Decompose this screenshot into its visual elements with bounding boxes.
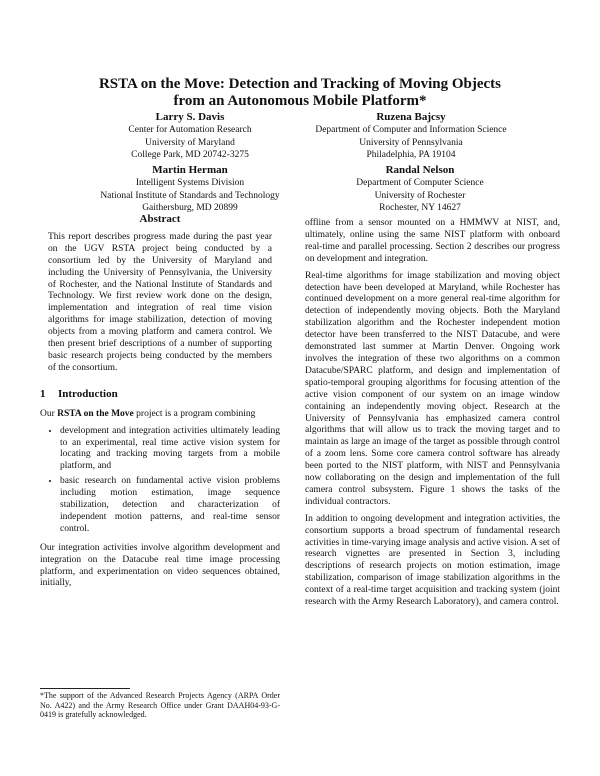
author-affiliation: University of Maryland xyxy=(145,137,235,148)
author-address: Philadelphia, PA 19104 xyxy=(366,150,456,160)
body-paragraph: offline from a sensor mounted on a HMMWV at NIST, and, ultimately, online using the same NIST platform with onboard real-time and parallel processing. Section 2 describes our progress on development and integration. xyxy=(305,218,560,264)
paper-title xyxy=(0,76,600,110)
author-address: Gaithersburg, MD 20899 xyxy=(142,203,238,213)
author-name: Randal Nelson xyxy=(385,164,455,176)
intro-text: Our xyxy=(40,408,58,419)
footnote: *The support of the Advanced Research Projects Agency (ARPA Order No. A422) and the Army Research Office under Grant DAAH04-93-G-0419 is gratefully acknowledged. xyxy=(40,691,280,720)
section-heading-introduction xyxy=(40,389,280,401)
author-name: Ruzena Bajcsy xyxy=(376,111,446,123)
author-affiliation: National Institute of Standards and Technology xyxy=(100,190,280,201)
section-number: 1 xyxy=(40,387,46,400)
title-line-2: from an Autonomous Mobile Platform* xyxy=(173,93,427,109)
body-paragraph: Real-time algorithms for image stabilization and moving object detection have been developed at Maryland, while Rochester has continued development on a more general real-time algorithm for detection of independently moving objects. Both the Maryland stabilization algorithm and the Rochester independent motion detector have been transferred to the NIST Datacube, and were demonstrated last summer at Martin Denver. Ongoing work involves the integration of these two algorithms on a common Datacube/SPARC platform, and design and implementation of spatio-temporal grouping algorithms for focusing attention of the active vision component of our system on an image window containing an independently moving object. Research at the University of Pennsylvania has emphasized camera control algorithms that will allow us to track the moving target and to maintain as large an image of the target as possible through control of a zoom lens. Some core camera control software has already been ported to the NIST platform, with NIST and Pennsylvania now collaborating on the design and implementation of the full camera control subsystem. Figure 1 shows the tasks of the individual contractors. xyxy=(305,270,560,507)
author-block-davis xyxy=(100,110,280,162)
abstract-text: This report describes progress made during the past year on the UGV RSTA project being conducted by a consortium led by the University of Maryland and including the University of Pennsylvania, the University of Rochester, and the National Institute of Standards and Technology. We first review work done on the design, implementation and integration of real time vision algorithms for image stabilization, detection of moving objects from a moving platform and camera control. We then present brief descriptions of a number of supporting basic research projects being conducted by the members of the consortium. xyxy=(48,231,272,373)
abstract-heading: Abstract xyxy=(139,213,181,225)
left-column xyxy=(40,214,280,595)
author-affiliation: University of Rochester xyxy=(374,190,466,201)
intro-text: project is a program combining xyxy=(133,408,256,419)
author-address: College Park, MD 20742-3275 xyxy=(131,150,249,160)
section-title: Introduction xyxy=(58,387,118,400)
author-address: Rochester, NY 14627 xyxy=(379,203,461,213)
list-item: • development and integration activities ultimately leading to an experimental, real time active vision system for locating and tracking moving targets from a mobile platform, and xyxy=(60,426,280,474)
list-item: • basic research on fundamental active vision problems including motion estimation, image sequence stabilization, detection and characterization of independent motion patterns, and real-time sensor control. xyxy=(60,476,280,536)
author-affiliation: Intelligent Systems Division xyxy=(135,178,245,188)
author-block-nelson xyxy=(330,163,510,215)
body-paragraph: In addition to ongoing development and integration activities, the consortium supports a broad spectrum of fundamental research activities in time-varying image analysis and active vision. A set of research vignettes are presented in Section 3, including descriptions of research projects on motion estimation, image stabilization, comparison of image stabilization algorithms in the context of a real-time target acquisition and tracking system (joint research with the Army Research Laboratory), and camera control. xyxy=(305,513,560,608)
title-line-1: RSTA on the Move: Detection and Tracking of Moving Objects xyxy=(98,76,502,92)
author-block-herman xyxy=(55,163,325,215)
footnote-rule xyxy=(40,688,130,689)
author-block-bajcsy xyxy=(288,110,534,162)
right-column xyxy=(305,218,560,614)
author-affiliation: Center for Automation Research xyxy=(128,125,252,135)
author-affiliation: Department of Computer and Information Science xyxy=(315,125,507,135)
intro-paragraph-2: Our integration activities involve algorithm development and integration on the Datacube real time image processing platform, and experimentation on video sequences obtained, initially, xyxy=(40,542,280,589)
author-name: Martin Herman xyxy=(152,164,228,176)
author-affiliation: Department of Computer Science xyxy=(356,178,484,188)
bullet-list xyxy=(40,426,280,536)
author-name: Larry S. Davis xyxy=(155,111,225,123)
intro-paragraph-1 xyxy=(40,409,280,421)
project-name: RSTA on the Move xyxy=(57,408,134,419)
author-affiliation: University of Pennsylvania xyxy=(359,137,463,148)
